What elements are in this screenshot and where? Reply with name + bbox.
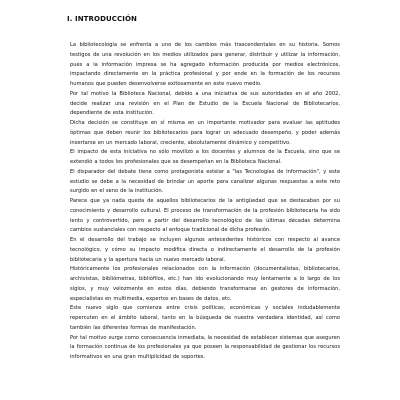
paragraph: Dicha decisión se constituye en sí misma en un importante motivador para evaluar las aptitudes óptimas que deben reunir los bibliotecarios para lograr un adecuado desempeño, y poder además insertarse en un mercado laboral, creciente, absolutamente dinámico y competitivo. (70, 120, 340, 146)
paragraph: Por tal motivo surge como consecuencia inmediata, la necesidad de establecer sistemas que aseguren la formación continua de los profesionales ya que poseen la responsabilidad de gestionar los recursos informativos en una gran multiplicidad de soportes. (70, 334, 340, 360)
paragraph: En el desarrollo del trabajo se incluyen algunos antecedentes históricos con respecto al avance tecnológico, y cómo su impacto modifica directa o indirectamente el desarrollo de la profesión bibliotecaria y la apertura hacia un nuevo mercado laboral. (70, 237, 340, 263)
section-heading: I. INTRODUCCIÓN (67, 15, 137, 23)
paragraph: Históricamente los profesionales relacionados con la información (documentalistas, bibliotecarios, archivistas, bibliómetras, bibliófilos, etc.) han ido evolucionando muy lentamente a lo largo de los siglos, y muy velozmente en estos días, debiendo transformarse en gestores de información, especialistas en multimedia, expertos en bases de datos, etc. (70, 266, 340, 302)
paragraph: Por tal motivo la Biblioteca Nacional, debido a una iniciativa de sus autoridades en el año 2002, decide realizar una revisión en el Plan de Estudio de la Escuela Nacional de Bibliotecarios, dependiente de esta institución. (70, 90, 340, 117)
paragraph: El disparador del debate tiene como protagonista estelar a "las Tecnologías de Información", y este estudio se debe a la necesidad de brindar un aporte para canalizar algunas respuestas a este reto surgido en el seno de la institución. (70, 168, 340, 195)
paragraph: La bibliotecología se enfrenta a uno de los cambios más trascendentales en su historia. Somos testigos de una revolución en los medios utilizados para generar, distribuir y utilizar la información, pues a la información impresa se ha agregado información producida por medios electrónicos, impactando directamente en la práctica profesional y por ende en la formación de los recursos humanos que pueden desenvolverse exitosamente en este nuevo medio. (70, 42, 340, 87)
paragraph: Parece que ya nada queda de aquellos bibliotecarios de la antigüedad que se destacaban por su conocimiento y desarrollo cultural. El proceso de transformación de la profesión bibliotecaria ha sido lento y controvertido, pero a partir del desarrollo tecnológico de las últimas décadas determina cambios sustanciales con respecto al enfoque tradicional de dicha profesión. (70, 198, 340, 234)
paragraph: El impacto de esta iniciativa no sólo movilizó a los docentes y alumnos de la Escuela, sino que se extendió a todos los profesionales que se desempeñan en la Biblioteca Nacional. (70, 149, 340, 165)
body-text (70, 41, 340, 363)
paragraph: Este nuevo siglo que comienza entre crisis políticas, económicas y sociales indudablemente repercuten en el ámbito laboral, tanto en la búsqueda de nuestra verdadera identidad, así como también las diferentes formas de manifestación. (70, 305, 340, 331)
